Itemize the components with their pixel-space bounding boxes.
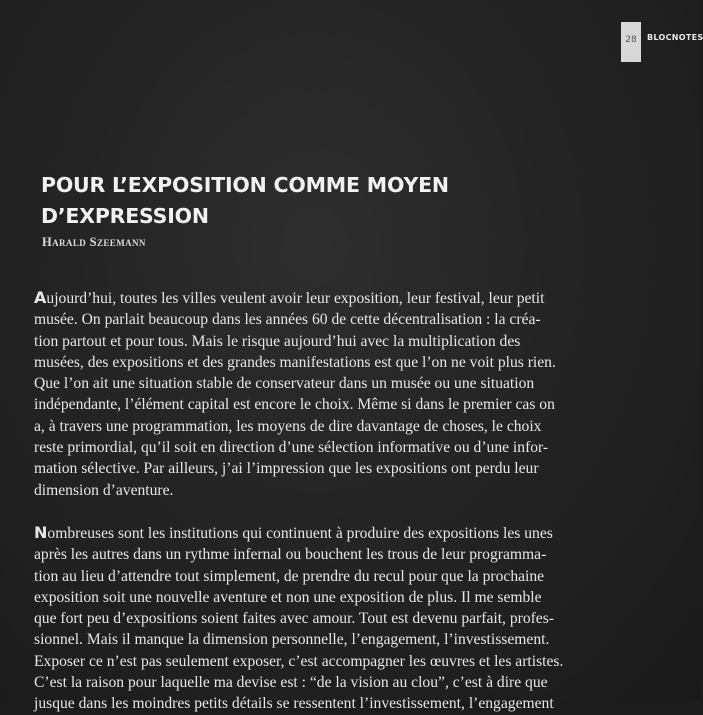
article-title-line-2: D’EXPRESSION	[41, 204, 209, 228]
paragraph-line: tion au lieu d’attendre tout simplement, de prendre du recul pour que la prochaine	[34, 567, 545, 585]
paragraph-2	[34, 522, 664, 715]
paragraph-line: C’est la raison pour laquelle ma devise est : “de la vision au clou”, c’est à dire que	[34, 674, 548, 692]
paragraph-line: indépendante, l’élément capital est encore le choix. Même si dans le premier cas on	[34, 396, 555, 414]
paragraph-line: tion partout et pour tous. Mais le risque aujourd’hui avec la multiplication des	[34, 332, 521, 350]
paragraph-line: Que l’on ait une situation stable de conservateur dans un musée ou une situation	[34, 375, 535, 393]
page-number-tab	[621, 22, 641, 62]
paragraph-line: musées, des expositions et des grandes manifestations est que l’on ne voit plus rien.	[34, 353, 556, 371]
paragraph-line: dimension d’aventure.	[34, 481, 174, 499]
paragraph-line: après les autres dans un rythme infernal ou bouchent les trous de leur programma-	[34, 546, 547, 564]
paragraph-line	[34, 287, 664, 309]
paragraph-line: musée. On parlait beaucoup dans les années 60 de cette décentralisation : la créa-	[34, 311, 541, 329]
paragraph-first-line: ujourd’hui, toutes les villes veulent avoir leur exposition, leur festival, leur petit	[46, 290, 545, 307]
drop-cap: N	[34, 523, 48, 542]
paragraph-first-line: ombreuses sont les institutions qui continuent à produire des expositions les unes	[47, 525, 553, 542]
section-label: BLOCNOTES	[647, 33, 703, 42]
article-author: Harald Szeemann	[42, 235, 146, 249]
article-title-line-1: POUR L’EXPOSITION COMME MOYEN	[41, 173, 449, 197]
paragraph-line: sionnel. Mais il manque la dimension personnelle, l’engagement, l’investissement.	[34, 631, 550, 649]
drop-cap: A	[34, 288, 47, 307]
paragraph-line: Exposer ce n’est pas seulement exposer, c’est accompagner les œuvres et les artistes.	[34, 652, 564, 670]
page-number: 28	[625, 35, 637, 45]
paragraph-line	[34, 522, 664, 544]
paragraph-line: que fort peu d’expositions soient faites avec amour. Tout est devenu parfait, profes-	[34, 610, 554, 628]
paragraph-1	[34, 287, 664, 501]
paragraph-line: mation sélective. Par ailleurs, j’ai l’impression que les expositions ont perdu leur	[34, 460, 539, 478]
paragraph-line: reste primordial, qu’il soit en direction d’une sélection informative ou d’une infor-	[34, 439, 549, 457]
paragraph-line: a, à travers une programmation, les moyens de dire davantage de choses, le choix	[34, 417, 542, 435]
paragraph-line: exposition soit une nouvelle aventure et non une exposition de plus. Il me semble	[34, 588, 542, 606]
paragraph-line: jusque dans les moindres petits détails se ressentent l’investissement, l’engagement	[34, 695, 554, 713]
article-title	[41, 170, 601, 232]
